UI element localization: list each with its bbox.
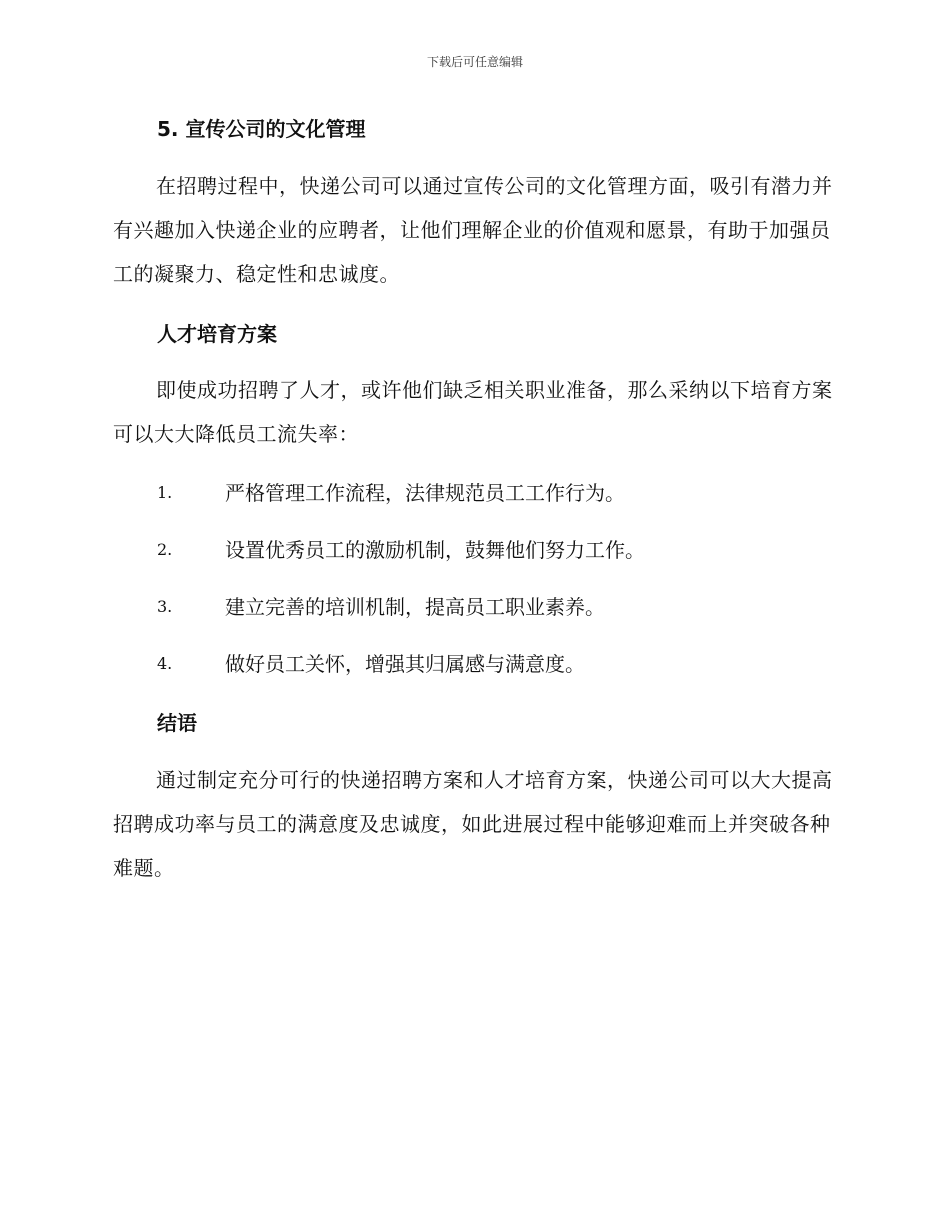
list-item-text: 做好员工关怀，增强其归属感与满意度。 bbox=[225, 652, 585, 676]
list-item-number: 3. bbox=[157, 597, 173, 616]
list-item-text: 设置优秀员工的激励机制，鼓舞他们努力工作。 bbox=[225, 538, 645, 562]
list-item-number: 1. bbox=[157, 483, 173, 502]
list-item-number: 2. bbox=[157, 540, 173, 559]
list-item bbox=[157, 535, 837, 565]
page-header: 下载后可任意编辑 bbox=[426, 55, 523, 69]
section-heading-training: 人才培育方案 bbox=[157, 322, 277, 346]
list-item-text: 严格管理工作流程，法律规范员工工作行为。 bbox=[225, 481, 625, 505]
section-heading-conclusion: 结语 bbox=[157, 711, 197, 735]
section-heading-culture: 5. 宣传公司的文化管理 bbox=[157, 117, 366, 141]
list-item bbox=[157, 478, 837, 508]
paragraph-training: 即使成功招聘了人才，或许他们缺乏相关职业准备，那么采纳以下培育方案可以大大降低员工流失率： bbox=[113, 378, 833, 446]
list-item-text: 建立完善的培训机制，提高员工职业素养。 bbox=[225, 595, 605, 619]
paragraph-conclusion: 通过制定充分可行的快递招聘方案和人才培育方案，快递公司可以大大提高招聘成功率与员工的满意度及忠诚度，如此进展过程中能够迎难而上并突破各种难题。 bbox=[113, 768, 833, 880]
list-item bbox=[157, 649, 837, 679]
list-item bbox=[157, 592, 837, 622]
paragraph-culture: 在招聘过程中，快递公司可以通过宣传公司的文化管理方面，吸引有潜力并有兴趣加入快递企业的应聘者，让他们理解企业的价值观和愿景，有助于加强员工的凝聚力、稳定性和忠诚度。 bbox=[113, 174, 833, 286]
list-item-number: 4. bbox=[157, 654, 173, 673]
